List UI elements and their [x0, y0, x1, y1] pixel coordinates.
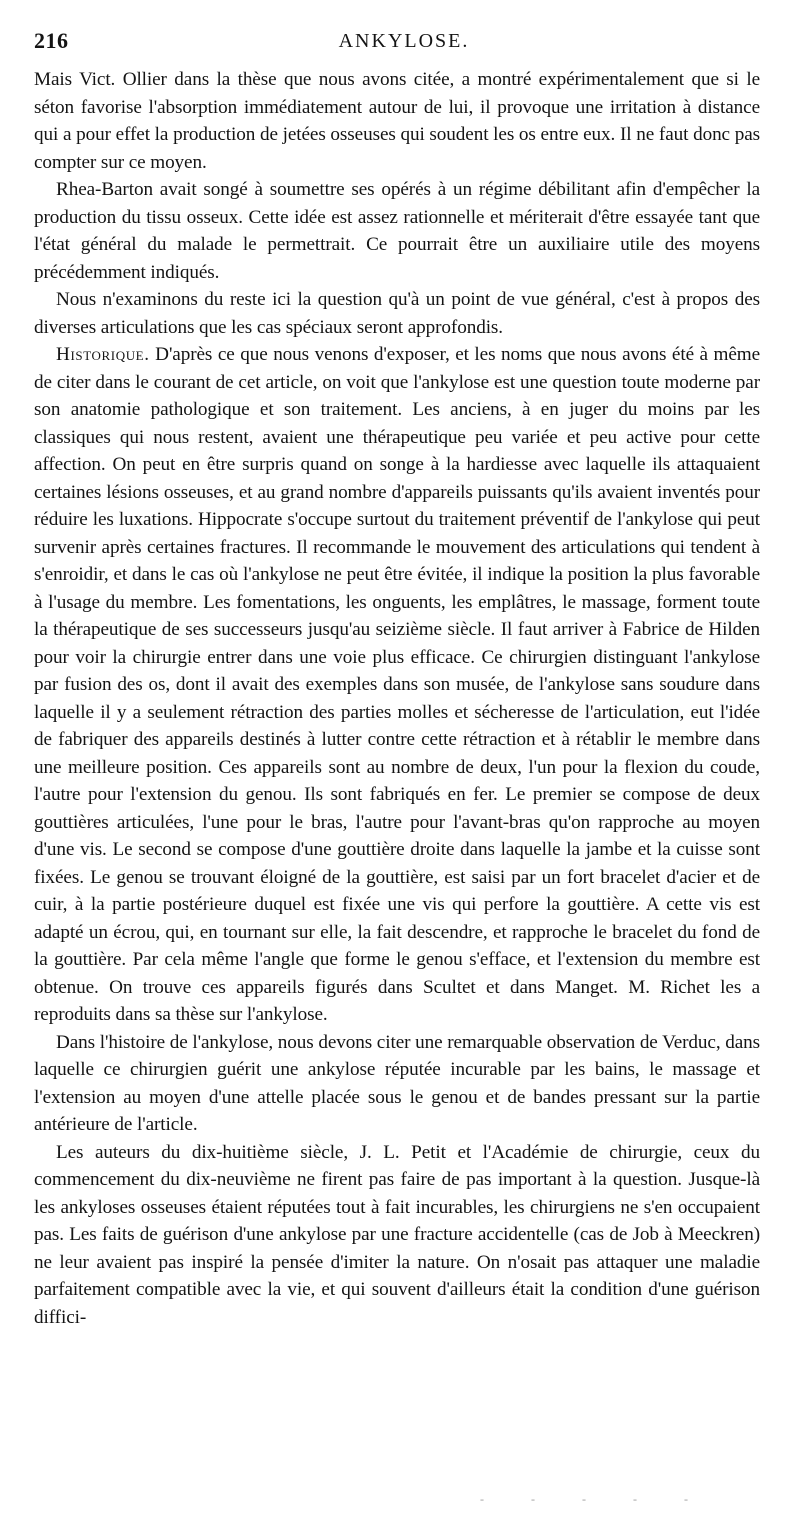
book-page: [34, 26, 760, 1466]
scan-edge-marks: - - - - -: [480, 1492, 710, 1506]
paragraph-text: Dans l'histoire de l'ankylose, nous devons citer une remarquable observation de Verduc, dans laquelle ce chirurgien guérit une ankylose réputée incurable par les bains, le massage et l'extension au moyen d'une attelle placée sous le genou et de bandes pressant sur la partie antérieure de l'article.: [34, 1031, 760, 1135]
paragraph-text: Rhea-Barton avait songé à soumettre ses opérés à un régime débilitant afin d'empêcher la production du tissu osseux. Cette idée est assez rationnelle et mériterait d'être essayée tant que l'état général du malade le permettrait. Ce pourrait être un auxiliaire utile des moyens précédemment indiqués.: [34, 179, 760, 283]
paragraph-historique: [34, 341, 760, 1029]
paragraph-text: Mais Vict. Ollier dans la thèse que nous avons citée, a montré expérimentalement que si le séton favorise l'absorption immédiatement autour de lui, il provoque une irritation à distance qui a pour effet la production de jetées osseuses qui soudent les os entre eux. Il ne faut donc pas compter sur ce moyen.: [34, 69, 760, 173]
page-number: 216: [34, 28, 69, 53]
paragraph-general-view: [34, 286, 760, 341]
paragraph-text: Les auteurs du dix-huitième siècle, J. L. Petit et l'Académie de chirurgie, ceux du commencement du dix-neuvième ne firent pas faire de pas important à la question. Jusque-là les ankyloses osseuses étaient réputées tout à fait incurables, les chirurgiens ne s'en occupaient pas. Les faits de guérison d'une ankylose par une fracture accidentelle (cas de Job à Meeckren) ne leur avaient pas inspiré la pensée d'imiter la nature. On n'osait pas attaquer une maladie parfaitement compatible avec la vie, et qui souvent d'ailleurs était la condition d'une guérison diffici-: [34, 1141, 760, 1328]
section-lead-historique: Historique.: [56, 344, 150, 365]
paragraph-text: D'après ce que nous venons d'exposer, et les noms que nous avons été à même de citer dans le courant de cet article, on voit que l'ankylose est une question toute moderne par son anatomie pathologique et son traitement. Les anciens, à en juger du moins par les classiques qui nous restent, avaient une thérapeutique peu variée et peu active pour cette affection. On peut en être surpris quand on songe à la hardiesse avec laquelle ils attaquaient certaines lésions osseuses, et au grand nombre d'appareils puissants qu'ils avaient inventés pour réduire les luxations. Hippocrate s'occupe surtout du traitement préventif de l'ankylose qui peut survenir après certaines fractures. Il recommande le mouvement des articulations qui tendent à s'enroidir, et dans le cas où l'ankylose ne peut être évitée, il indique la position la plus favorable à l'usage du membre. Les fomentations, les onguents, les emplâtres, le massage, forment toute la thérapeutique de ses successeurs jusqu'au seizième siècle. Il faut arriver à Fabrice de Hilden pour voir la chirurgie entrer dans une voie plus efficace. Ce chirurgien distinguant l'ankylose par fusion des os, dont il avait des exemples dans son musée, de l'ankylose sans soudure dans laquelle il y a seulement rétraction des parties molles et sécheresse de l'articulation, eut l'idée de fabriquer des appareils destinés à lutter contre cette rétraction et à rétablir le membre dans une meilleure position. Ces appareils sont au nombre de deux, l'un pour la flexion du coude, l'autre pour l'extension du genou. Ils sont fabriqués en fer. Le premier se compose de deux gouttières articulées, l'une pour le bras, l'autre pour l'avant-bras qu'on rapproche au moyen d'une vis. Le second se compose d'une gouttière droite dans laquelle la jambe et la cuisse sont fixées. Le genou se trouvant éloigné de la gouttière, est saisi par un fort bracelet d'acier et de cuir, à la partie postérieure duquel est fixée une vis qui perfore la gouttière. A cette vis est adapté un écrou, qui, en tournant sur elle, la fait descendre, et rapproche le bracelet du fond de la gouttière. Par cela même l'angle que forme le genou s'efface, et l'extension du membre est obtenue. On trouve ces appareils figurés dans Scultet et dans Manget. M. Richet les a reproduits dans sa thèse sur l'ankylose.: [34, 344, 760, 1025]
running-head: [34, 26, 760, 62]
body-text: [34, 66, 760, 1331]
paragraph-eighteenth-century: [34, 1139, 760, 1332]
paragraph-text: Nous n'examinons du reste ici la question qu'à un point de vue général, c'est à propos des diverses articulations que les cas spéciaux seront approfondis.: [34, 289, 760, 338]
paragraph-verduc: [34, 1029, 760, 1139]
running-title: ANKYLOSE.: [338, 30, 470, 52]
paragraph-ollier: [34, 66, 760, 176]
paragraph-rhea-barton: [34, 176, 760, 286]
